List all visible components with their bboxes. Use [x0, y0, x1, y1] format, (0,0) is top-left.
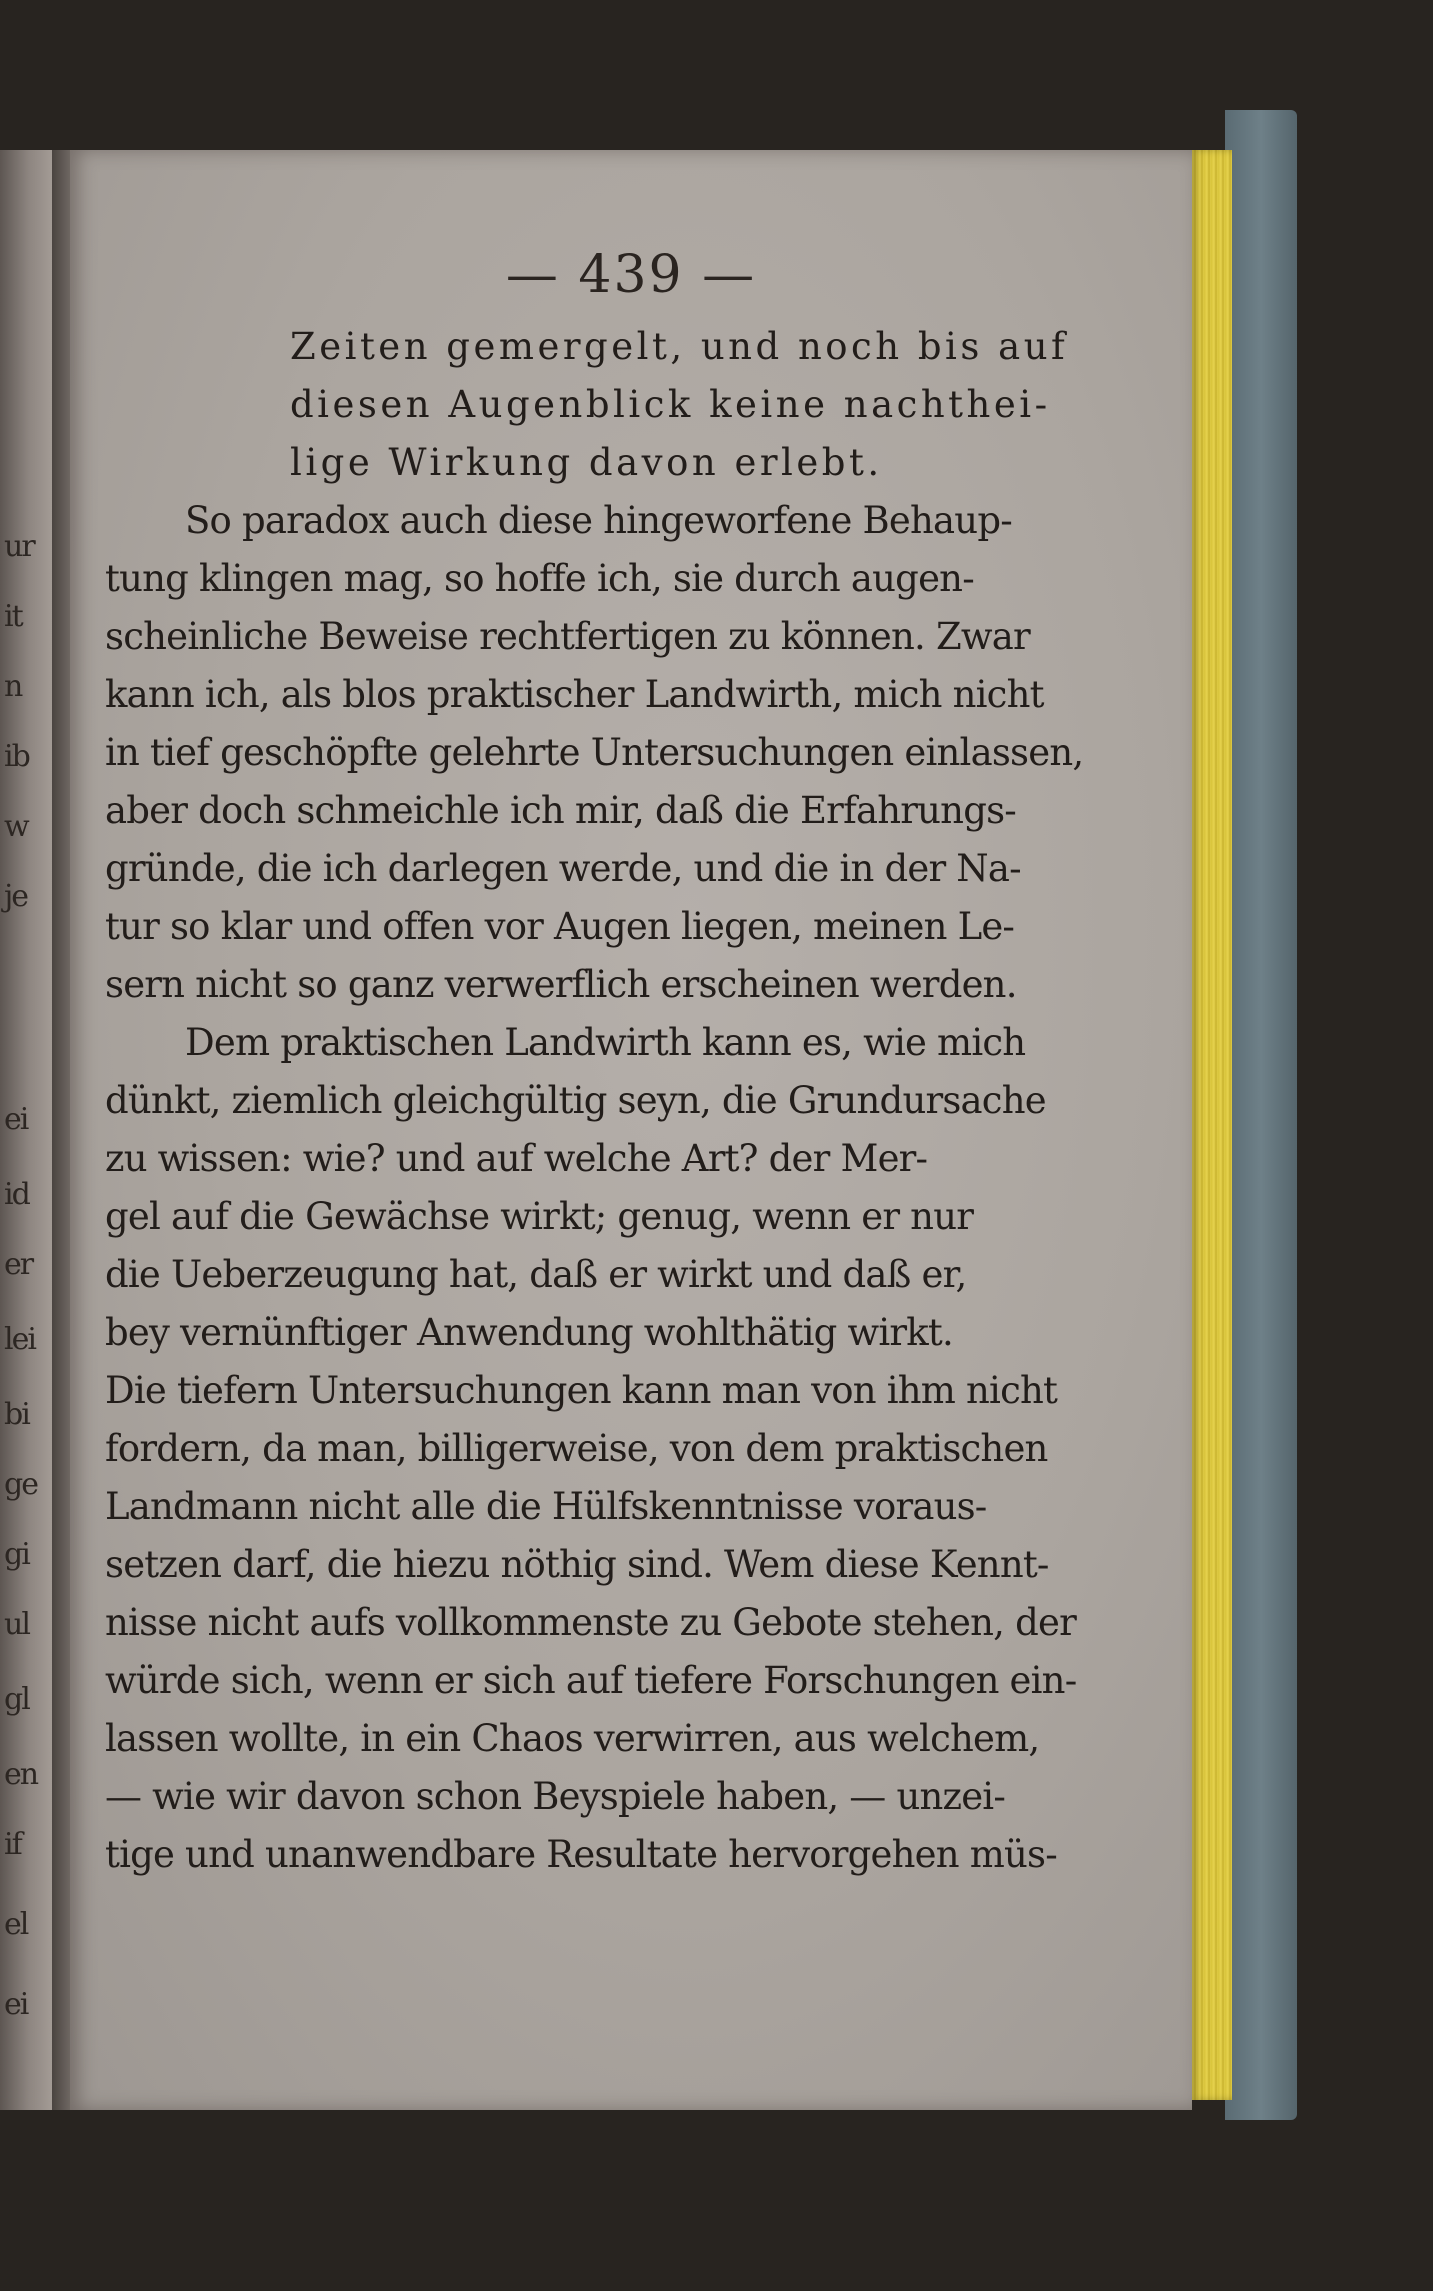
- text-line: in tief geschöpfte gelehrte Untersuchungen einlassen,: [105, 731, 1084, 774]
- left-page-fragment: er: [4, 1247, 33, 1282]
- text-line: gel auf die Gewächse wirkt; genug, wenn er nur: [105, 1195, 974, 1238]
- text-line: bey vernünftiger Anwendung wohlthätig wirkt.: [105, 1311, 953, 1354]
- left-page-fragment: it: [4, 599, 22, 634]
- text-line: die Ueberzeugung hat, daß er wirkt und daß er,: [105, 1253, 967, 1296]
- text-line: tung klingen mag, so hoffe ich, sie durch augen-: [105, 557, 974, 600]
- left-page-fragment: je: [4, 879, 28, 914]
- left-page-fragment: lei: [4, 1322, 35, 1357]
- text-line: Landmann nicht alle die Hülfskenntnisse voraus-: [105, 1485, 987, 1528]
- book-page: [70, 150, 1192, 2110]
- left-page-fragment: ei: [4, 1987, 28, 2022]
- left-page-fragment: if: [4, 1827, 21, 1862]
- left-page-fragment: ul: [4, 1607, 29, 1642]
- text-line: lassen wollte, in ein Chaos verwirren, aus welchem,: [105, 1717, 1040, 1760]
- text-line: setzen darf, die hiezu nöthig sind. Wem diese Kennt-: [105, 1543, 1049, 1586]
- left-page-fragment: en: [4, 1757, 38, 1792]
- left-page-fragment: n: [4, 669, 22, 704]
- left-page-fragment: gi: [4, 1537, 29, 1572]
- left-page-fragment: w: [4, 809, 28, 844]
- text-line: kann ich, als blos praktischer Landwirth, mich nicht: [105, 673, 1044, 716]
- text-line: aber doch schmeichle ich mir, daß die Erfahrungs-: [105, 789, 1016, 832]
- text-line: nisse nicht aufs vollkommenste zu Gebote stehen, der: [105, 1601, 1076, 1644]
- text-line: Dem praktischen Landwirth kann es, wie mich: [185, 1021, 1026, 1064]
- text-line: — wie wir davon schon Beyspiele haben, — unzei-: [105, 1775, 1006, 1818]
- text-line: fordern, da man, billigerweise, von dem praktischen: [105, 1427, 1048, 1470]
- left-page-fragment: ur: [4, 529, 34, 564]
- left-page-fragment: bi: [4, 1397, 29, 1432]
- text-line: lige Wirkung davon erlebt.: [290, 441, 883, 484]
- left-page-fragment: id: [4, 1177, 29, 1212]
- text-line: zu wissen: wie? und auf welche Art? der Mer-: [105, 1137, 928, 1180]
- left-page-fragment: ib: [4, 739, 29, 774]
- left-page-fragment: ei: [4, 1102, 28, 1137]
- text-line: So paradox auch diese hingeworfene Behaup-: [185, 499, 1012, 542]
- text-line: tur so klar und offen vor Augen liegen, meinen Le-: [105, 905, 1015, 948]
- book-cover-edge: [1225, 110, 1297, 2120]
- book-gutter: [52, 150, 70, 2110]
- text-line: würde sich, wenn er sich auf tiefere Forschungen ein-: [105, 1659, 1077, 1702]
- left-page-fragment: el: [4, 1907, 28, 1942]
- text-line: Die tiefern Untersuchungen kann man von ihm nicht: [105, 1369, 1058, 1412]
- text-line: dünkt, ziemlich gleichgültig seyn, die Grundursache: [105, 1079, 1046, 1122]
- left-page-fragment: gl: [4, 1682, 29, 1717]
- text-line: sern nicht so ganz verwerflich erscheinen werden.: [105, 963, 1017, 1006]
- text-line: gründe, die ich darlegen werde, und die in der Na-: [105, 847, 1021, 890]
- gilded-page-edge: [1190, 150, 1232, 2100]
- left-page-fragment: ge: [4, 1467, 37, 1502]
- adjacent-left-page: [0, 150, 52, 2110]
- page-number: — 439 —: [505, 245, 757, 305]
- text-line: Zeiten gemergelt, und noch bis auf: [290, 325, 1069, 368]
- text-line: scheinliche Beweise rechtfertigen zu können. Zwar: [105, 615, 1030, 658]
- text-line: tige und unanwendbare Resultate hervorgehen müs-: [105, 1833, 1057, 1876]
- text-line: diesen Augenblick keine nachthei-: [290, 383, 1051, 426]
